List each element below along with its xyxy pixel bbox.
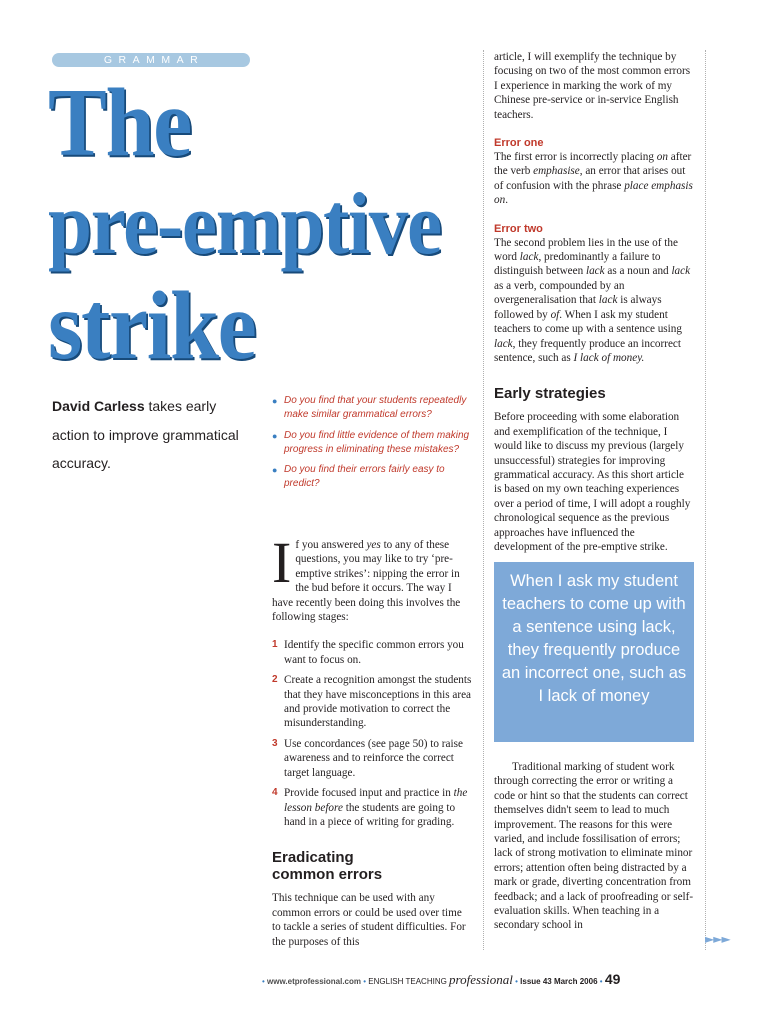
step-emphasis: the lesson before (284, 787, 468, 814)
step-text: the students are going to hand in a piece of writing for grading. (284, 801, 456, 828)
step-item (272, 638, 472, 667)
middle-column (272, 530, 472, 949)
pull-quote-example: I lack of money (538, 687, 650, 705)
bullet-icon: ● (272, 396, 278, 406)
intro-text: to any of these questions, you may like to try ‘pre-emptive strikes’: nipping the error in the bud before it occurs. The way I have recently been doing this involves the following stages: (272, 539, 461, 624)
step-text: Provide focused input and practice in (284, 787, 454, 800)
section-tag: GRAMMAR (52, 53, 250, 67)
drop-cap: I (272, 530, 292, 595)
pull-quote (494, 562, 694, 742)
byline (52, 392, 252, 478)
question-item (272, 429, 472, 458)
footer-publication-emphasis: professional (449, 972, 513, 987)
heading-error-one: Error one (494, 137, 544, 150)
footer-publication: ENGLISH TEACHING (368, 977, 450, 986)
early-strategies-paragraph: Before proceeding with some elaboration and exemplification of the technique, I would like to discuss my previous (largely unsuccessful) strategies for improving grammatical accuracy. As this short article is based on my own teaching experiences over a period of time, I will adopt a roughly chronological sequence as the previous approaches have influenced the development of the pre-emptive strike. (494, 411, 691, 553)
question-item (272, 463, 472, 492)
step-number: 1 (272, 639, 278, 651)
error-one-paragraph: The first error is incorrectly placing on after the verb emphasise, an error that arises out of confusion with the phrase place emphasis on. (494, 151, 693, 207)
intro-text: f you answered (295, 539, 367, 551)
question-text: Do you find little evidence of them making progress in eliminating these mistakes? (284, 429, 470, 455)
byline-text: takes early action to improve grammatical accuracy. (52, 398, 239, 471)
column-divider (705, 50, 706, 950)
error-two-paragraph: The second problem lies in the use of the word lack, predominantly a failure to distinguish between lack as a noun and lack as a verb, compounded by an overgeneralisation that lack is always followed by of. When I ask my student teachers to come up with a sentence using lack, they frequently produce an incorrect sentence, such as I lack of money. (494, 236, 691, 364)
question-list (272, 394, 472, 498)
footer-bullet: • (363, 977, 367, 986)
heading-line: Eradicating (272, 849, 354, 867)
footer-bullet: • (599, 977, 603, 986)
footer-bullet: • (515, 977, 518, 986)
continue-arrows-icon: ►►► (705, 932, 730, 946)
page-footer (262, 971, 702, 988)
page-number: 49 (604, 971, 621, 987)
traditional-paragraph: Traditional marking of student work through correcting the error or writing a code or hint so that the students can correct themselves didn't seem to lead to much improvement. The reasons for this were varied, and include fossilisation of errors; lack of strong motivation to eliminate minor errors; attention often being distracted by a mark or grade, diverting concentration from feedback; and a lack of proofreading or self-evaluation skills. When teaching in a secondary school in (494, 761, 694, 932)
title-line-2: pre-emptive (48, 176, 441, 273)
bullet-icon: ● (272, 465, 278, 476)
intro-paragraph (272, 530, 472, 624)
pull-quote-text: When I ask my student teachers to come up with a sentence using lack, they frequently produce an incorrect one, such as (501, 572, 687, 682)
step-text: Use concordances (see page 50) to raise awareness and to reinforce the correct target language. (284, 737, 463, 779)
bullet-icon: ● (272, 430, 278, 441)
footer-url[interactable]: www.etprofessional.com (267, 977, 361, 986)
step-number: 3 (272, 737, 278, 749)
author-name: David Carless (52, 398, 145, 414)
article-title (48, 69, 441, 380)
heading-early-strategies: Early strategies (494, 385, 606, 403)
continuation-paragraph: article, I will exemplify the technique by focusing on two of the most common errors I experience in marking the work of my Chinese pre-service or in-service English teachers. (494, 51, 691, 121)
column-divider (483, 50, 484, 950)
footer-bullet: • (262, 977, 265, 986)
heading-error-two: Error two (494, 222, 543, 235)
step-text: Identify the specific common errors you want to focus on. (284, 639, 464, 666)
heading-line: common errors (272, 866, 383, 884)
step-item (272, 673, 472, 731)
steps-list (272, 638, 472, 829)
question-text: Do you find their errors fairly easy to predict? (284, 464, 445, 490)
question-item (272, 394, 472, 423)
title-line-1: The (48, 69, 191, 177)
step-item (272, 786, 472, 829)
right-column (494, 50, 694, 554)
right-column-bottom (494, 760, 694, 933)
step-item (272, 737, 472, 780)
question-text: Do you find that your students repeatedly make similar grammatical errors? (284, 395, 467, 421)
heading-eradicating (272, 849, 472, 883)
step-number: 2 (272, 674, 278, 686)
step-text: Create a recognition amongst the students that they have misconceptions in this area and provide motivation to correct the misunderstanding. (284, 674, 472, 730)
title-line-3: strike (48, 272, 256, 380)
footer-issue: Issue 43 March 2006 (520, 977, 598, 986)
intro-emphasis: yes (366, 539, 381, 551)
step-number: 4 (272, 787, 278, 799)
eradicating-paragraph: This technique can be used with any common errors or could be used over time to tackle a series of student difficulties. For the purposes of this (272, 892, 466, 948)
